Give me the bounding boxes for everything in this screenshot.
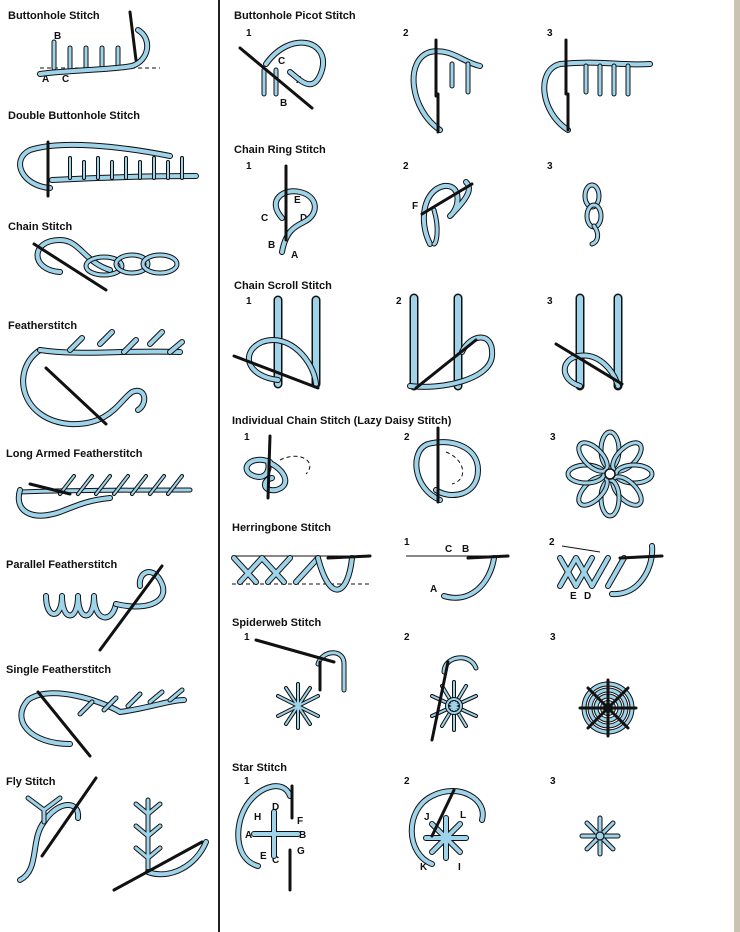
label-herring-d: D [584,591,592,602]
label-star-i: I [458,862,461,873]
label-star-b: B [299,830,307,841]
picot-step2 [414,40,480,132]
chain-ring-step2 [422,182,472,244]
star-step2 [412,790,483,864]
step-star-3: 3 [550,776,556,787]
label-star-e: E [260,851,267,862]
label-picot-b: B [280,98,288,109]
label-herring-a: A [430,584,438,595]
step-picot-2: 2 [403,28,409,39]
herringbone-step0 [232,556,370,590]
label-star-c: C [272,855,280,866]
chain-ring-step1 [276,166,315,252]
step-star-2: 2 [404,776,410,787]
step-chain-ring-1: 1 [246,161,252,172]
title-single: Single Featherstitch [6,664,112,676]
step-daisy-2: 2 [404,432,410,443]
label-ring-b: B [268,240,276,251]
title-picot: Buttonhole Picot Stitch [234,10,356,22]
spiderweb-step1 [256,640,344,728]
label-a: A [42,74,50,85]
step-scroll-2: 2 [396,296,402,307]
label-herring-e: E [570,591,577,602]
title-chain: Chain Stitch [8,221,73,233]
title-chain-scroll: Chain Scroll Stitch [234,280,332,292]
title-featherstitch: Featherstitch [8,320,78,332]
lazy-daisy-flower [568,432,652,516]
lazy-daisy-step1 [247,436,310,498]
label-herring-b: B [462,544,470,555]
step-star-1: 1 [244,776,250,787]
step-chain-ring-3: 3 [547,161,553,172]
step-picot-1: 1 [246,28,252,39]
label-star-g: G [297,846,305,857]
title-fly: Fly Stitch [6,776,56,788]
single-illustration [21,690,184,756]
title-star: Star Stitch [232,762,288,774]
step-picot-3: 3 [547,28,553,39]
label-star-d: D [272,802,280,813]
buttonhole-illustration [40,12,160,74]
step-herringbone-2: 2 [549,537,555,548]
lazy-daisy-step2 [416,428,478,502]
title-parallel: Parallel Featherstitch [6,559,118,571]
label-star-k: K [420,862,428,873]
title-lazy-daisy: Individual Chain Stitch (Lazy Daisy Stitch) [232,415,452,427]
step-spider-1: 1 [244,632,250,643]
step-herringbone-1: 1 [404,537,410,548]
title-long-armed: Long Armed Featherstitch [6,448,143,460]
step-daisy-3: 3 [550,432,556,443]
label-picot-c: C [278,56,286,67]
herringbone-step1 [406,556,508,598]
spiderweb-step2 [432,658,476,740]
chain-illustration [34,240,177,290]
parallel-illustration [46,566,163,650]
label-star-l: L [460,810,467,821]
herringbone-step2 [560,546,662,594]
title-chain-ring: Chain Ring Stitch [234,144,326,156]
picot-step1 [240,43,323,108]
label-ring-e: E [294,195,301,206]
double-buttonhole-illustration [20,142,196,196]
label-ring-d: D [300,213,308,224]
step-daisy-1: 1 [244,432,250,443]
step-chain-ring-2: 2 [403,161,409,172]
picot-step3 [544,40,650,130]
label-ring-a: A [291,250,299,261]
label-star-h: H [254,812,262,823]
step-scroll-3: 3 [547,296,553,307]
title-herringbone: Herringbone Stitch [232,522,332,534]
label-star-a: A [245,830,253,841]
label-b: B [54,31,62,42]
chain-scroll-step3 [556,298,622,386]
chain-ring-step3 [585,185,601,244]
spiderweb-step3 [580,680,636,736]
step-spider-3: 3 [550,632,556,643]
fly-illustration [20,778,206,890]
label-star-f: F [297,816,304,827]
chain-scroll-step2 [410,298,492,388]
chain-scroll-step1 [234,300,318,388]
label-c: C [62,74,70,85]
star-step1 [238,786,298,890]
label-star-j: J [424,812,430,823]
label-ring-c: C [261,213,269,224]
step-spider-2: 2 [404,632,410,643]
title-spiderweb: Spiderweb Stitch [232,617,322,629]
label-ring-f: F [412,201,419,212]
title-buttonhole: Buttonhole Stitch [8,10,100,22]
label-herring-c: C [445,544,453,555]
title-double-buttonhole: Double Buttonhole Stitch [8,110,140,122]
long-armed-illustration [19,476,190,516]
featherstitch-illustration [23,332,182,424]
star-step3 [582,818,618,854]
step-scroll-1: 1 [246,296,252,307]
label-picot-a: A [296,75,304,86]
